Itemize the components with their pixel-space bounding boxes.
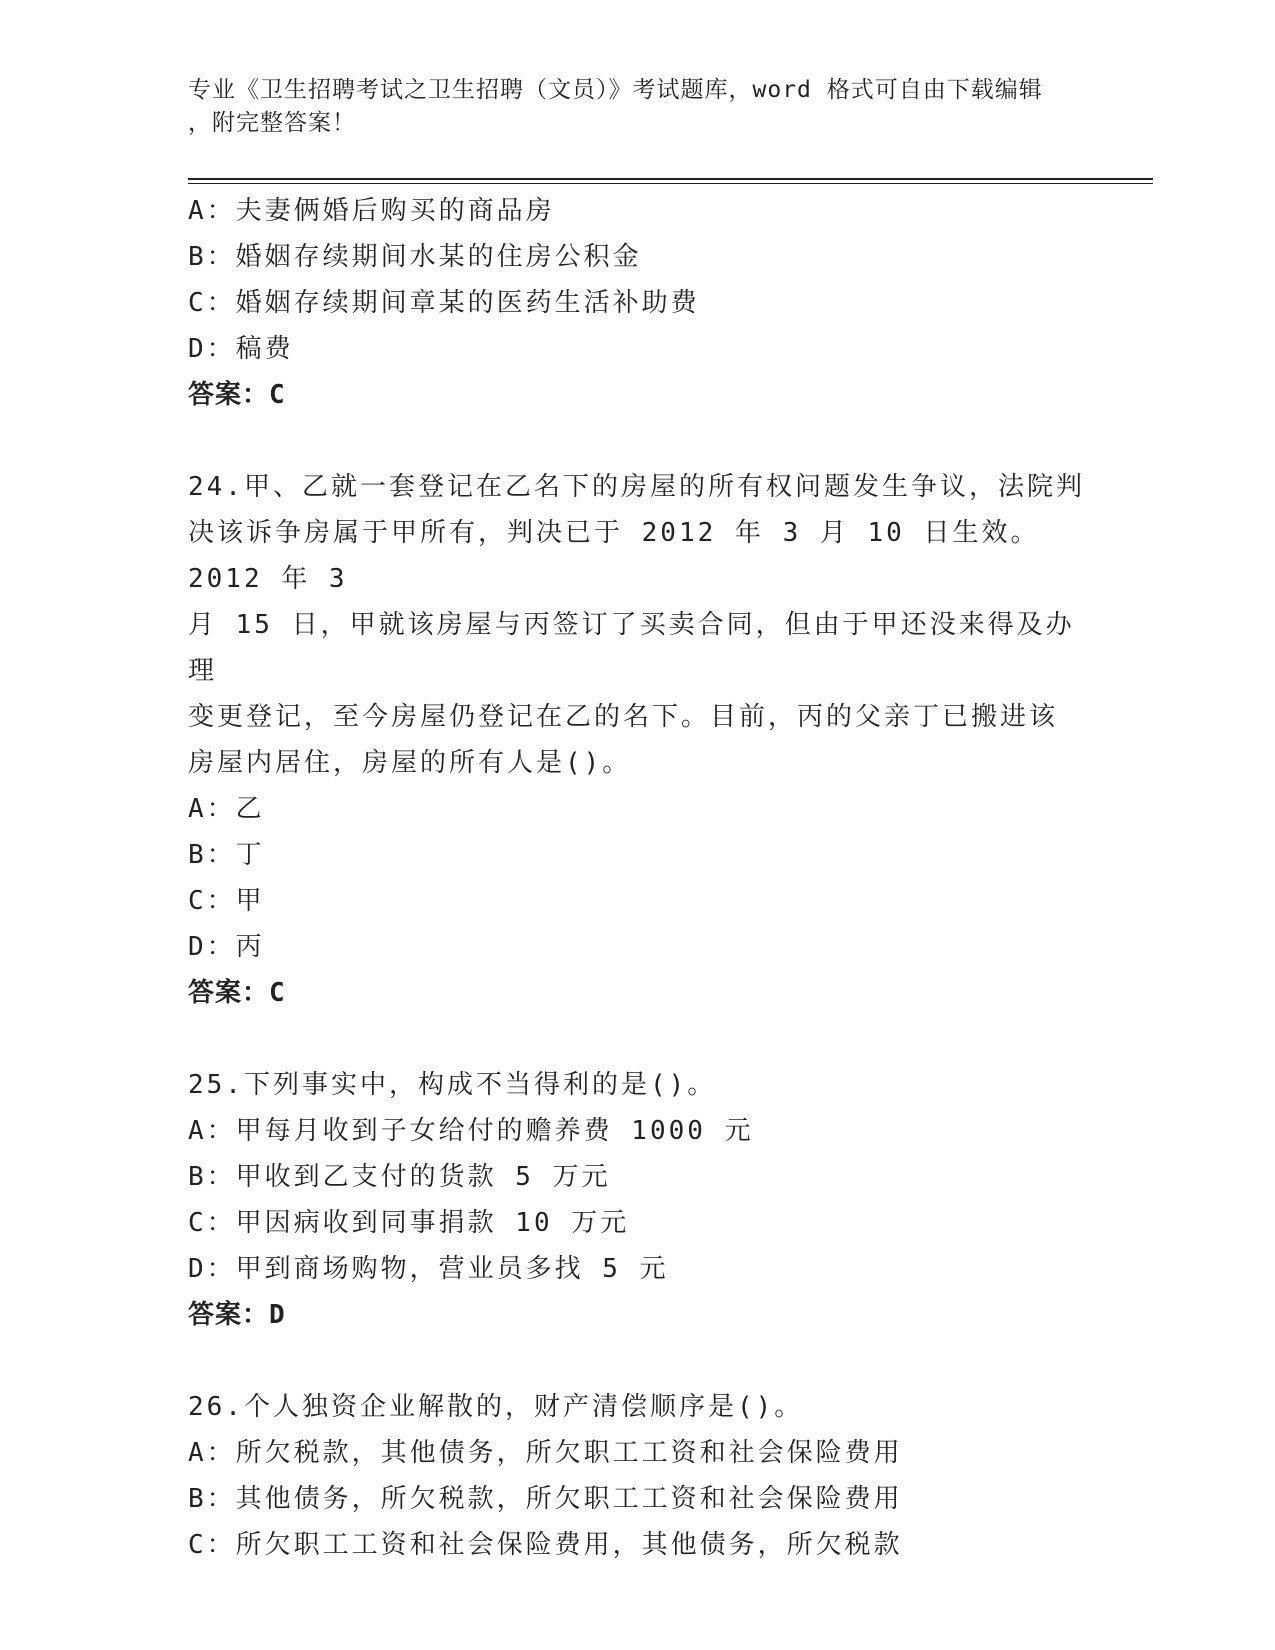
question-stem-line: 变更登记，至今房屋仍登记在乙的名下。目前，丙的父亲丁已搬进该 [188, 702, 1059, 732]
spacer [188, 1338, 1088, 1384]
option-c: C：甲 [188, 886, 265, 916]
option-b: B：其他债务，所欠税款，所欠职工工资和社会保险费用 [188, 1484, 903, 1514]
document-body [188, 188, 1088, 1568]
option-d: D：甲到商场购物，营业员多找 5 元 [188, 1254, 669, 1284]
question-stem-line: 24.甲、乙就一套登记在乙名下的房屋的所有权问题发生争议，法院判 [188, 472, 1085, 502]
answer-line: 答案：D [188, 1300, 286, 1330]
spacer [188, 418, 1088, 464]
answer-line: 答案：C [188, 978, 286, 1008]
question-stem-line: 房屋内居住，房屋的所有人是()。 [188, 748, 632, 778]
option-a: A：夫妻俩婚后购买的商品房 [188, 196, 555, 226]
header-divider-thick [188, 178, 1153, 180]
option-c: C：婚姻存续期间章某的医药生活补助费 [188, 288, 700, 318]
document-header [188, 74, 1088, 140]
header-divider-thin [188, 183, 1153, 184]
option-c: C：甲因病收到同事捐款 10 万元 [188, 1208, 630, 1238]
option-d: D：稿费 [188, 334, 294, 364]
option-a: A：所欠税款，其他债务，所欠职工工资和社会保险费用 [188, 1438, 903, 1468]
header-line-2: ，附完整答案！ [188, 110, 356, 136]
question-stem-line: 决该诉争房属于甲所有，判决已于 2012 年 3 月 10 日生效。2012 年 3 [188, 518, 1040, 594]
option-d: D：丙 [188, 932, 265, 962]
question-stem-line: 26.个人独资企业解散的，财产清偿顺序是()。 [188, 1392, 804, 1422]
question-26 [188, 1384, 1088, 1568]
question-stem-line: 25.下列事实中，构成不当得利的是()。 [188, 1070, 717, 1100]
answer-line: 答案：C [188, 380, 286, 410]
question-24 [188, 464, 1088, 1016]
question-25 [188, 1062, 1088, 1338]
header-line-1: 专业《卫生招聘考试之卫生招聘（文员）》考试题库，word 格式可自由下载编辑 [188, 77, 1043, 103]
option-b: B：甲收到乙支付的货款 5 万元 [188, 1162, 611, 1192]
option-b: B：丁 [188, 840, 265, 870]
option-c: C：所欠职工工资和社会保险费用，其他债务，所欠税款 [188, 1530, 903, 1560]
option-b: B：婚姻存续期间水某的住房公积金 [188, 242, 642, 272]
option-a: A：乙 [188, 794, 265, 824]
option-a: A：甲每月收到子女给付的赡养费 1000 元 [188, 1116, 754, 1146]
question-prev [188, 188, 1088, 418]
spacer [188, 1016, 1088, 1062]
question-stem-line: 月 15 日，甲就该房屋与丙签订了买卖合同，但由于甲还没来得及办理 [188, 610, 1075, 686]
